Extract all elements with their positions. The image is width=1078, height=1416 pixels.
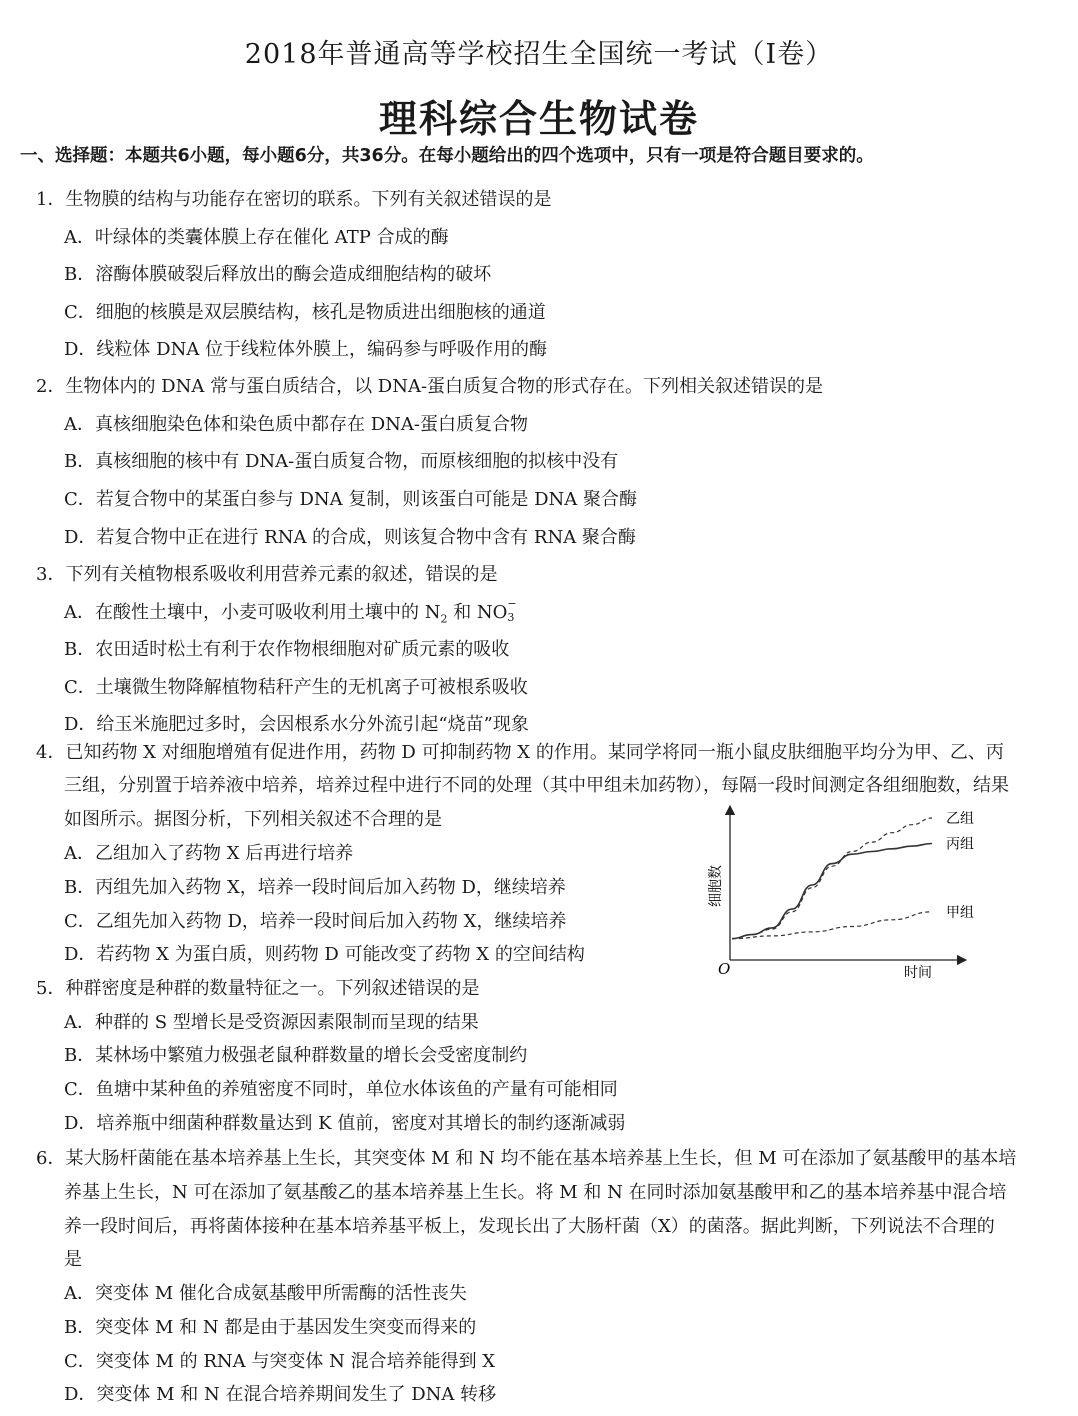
- question-6-stem-line-2: 养基上生长，N 可在添加了氨基酸乙的基本培养基上生长。将 M 和 N 在同时添加氨基酸甲和乙的基本培养基中混合培: [64, 1182, 1007, 1203]
- question-2-option-c: C．若复合物中的某蛋白参与 DNA 复制，则该蛋白可能是 DNA 聚合酶: [64, 489, 638, 510]
- series-label-3: 甲组: [946, 904, 974, 921]
- question-4-stem-line-2: 三组，分别置于培养液中培养，培养过程中进行不同的处理（其中甲组未加药物），每隔一段时间测定各组细胞数，结果: [64, 775, 1009, 796]
- question-4-stem-line-3: 如图所示。据图分析，下列相关叙述不合理的是: [64, 809, 442, 830]
- series-label-2: 丙组: [946, 836, 974, 853]
- origin-label: O: [718, 960, 731, 978]
- question-1-option-a: A．叶绿体的类囊体膜上存在催化 ATP 合成的酶: [64, 227, 449, 248]
- question-3-option-a: A．在酸性土壤中，小麦可吸收利用土壤中的 $N_2$ 和 NO − 3: [64, 597, 517, 626]
- question-6-stem-line-1: 6．某大肠杆菌能在基本培养基上生长，其突变体 M 和 N 均不能在基本培养基上生长，但 M 可在添加了氨基酸甲的基本培: [36, 1148, 1017, 1169]
- question-6-option-a: A．突变体 M 催化合成氨基酸甲所需酶的活性丧失: [64, 1283, 467, 1304]
- x-axis-label: 时间: [904, 965, 932, 981]
- question-2-stem: 2．生物体内的 DNA 常与蛋白质结合，以 DNA-蛋白质复合物的形式存在。下列相关叙述错误的是: [36, 376, 824, 397]
- question-1-option-d: D．线粒体 DNA 位于线粒体外膜上，编码参与呼吸作用的酶: [64, 339, 548, 360]
- question-4-option-a: A．乙组加入了药物 X 后再进行培养: [64, 843, 354, 864]
- question-1-option-c: C．细胞的核膜是双层膜结构，核孔是物质进出细胞核的通道: [64, 302, 546, 323]
- question-2-option-d: D．若复合物中正在进行 RNA 的合成，则该复合物中含有 RNA 聚合酶: [64, 527, 636, 548]
- question-6-stem-line-4: 是: [64, 1249, 82, 1270]
- exam-title: 2018年普通高等学校招生全国统一考试（I卷）: [244, 39, 834, 70]
- subject-title: 理科综合生物试卷: [378, 97, 699, 141]
- series-line-1: [732, 818, 932, 939]
- question-6-stem-line-3: 养一段时间后，再将菌体接种在基本培养基平板上，发现长出了大肠杆菌（X）的菌落。据此判断，下列说法不合理的: [64, 1216, 995, 1237]
- section-heading: 一、选择题：本题共6小题，每小题6分，共36分。在每小题给出的四个选项中，只有一项是符合题目要求的。: [20, 146, 874, 166]
- question-4-stem-line-1: 4．已知药物 X 对细胞增殖有促进作用，药物 D 可抑制药物 X 的作用。某同学将同一瓶小鼠皮肤细胞平均分为甲、乙、丙: [36, 742, 1004, 763]
- question-2-option-b: B．真核细胞的核中有 DNA-蛋白质复合物，而原核细胞的拟核中没有: [64, 451, 619, 472]
- question-5-option-c: C．鱼塘中某种鱼的养殖密度不同时，单位水体该鱼的产量有可能相同: [64, 1079, 618, 1100]
- question-3-stem: 3．下列有关植物根系吸收利用营养元素的叙述，错误的是: [36, 564, 498, 585]
- question-4-option-b: B．丙组先加入药物 X，培养一段时间后加入药物 D，继续培养: [64, 877, 566, 898]
- question-6-option-d: D．突变体 M 和 N 在混合培养期间发生了 DNA 转移: [64, 1384, 497, 1405]
- question-2-option-a: A．真核细胞染色体和染色质中都存在 DNA-蛋白质复合物: [64, 414, 528, 435]
- subscript-2: 2: [440, 612, 448, 626]
- y-axis-label: 细胞数: [708, 865, 724, 907]
- question-5-option-d: D．培养瓶中细菌种群数量达到 K 值前，密度对其增长的制约逐渐减弱: [64, 1113, 626, 1134]
- question-4-option-c: C．乙组先加入药物 D，培养一段时间后加入药物 X，继续培养: [64, 911, 567, 932]
- question-3-option-c: C．土壤微生物降解植物秸秆产生的无机离子可被根系吸收: [64, 677, 528, 698]
- option-a-text: A．在酸性土壤中，小麦可吸收利用土壤中的 N: [64, 602, 441, 623]
- series-label-1: 乙组: [946, 811, 974, 827]
- question-5-option-b: B．某林场中繁殖力极强老鼠种群数量的增长会受密度制约: [64, 1045, 528, 1066]
- series-line-3: [732, 912, 932, 939]
- question-3-option-d: D．给玉米施肥过多时，会因根系水分外流引起“烧苗”现象: [64, 714, 529, 735]
- question-4-option-d: D．若药物 X 为蛋白质，则药物 D 可能改变了药物 X 的空间结构: [64, 944, 585, 965]
- question-1-stem: 1．生物膜的结构与功能存在密切的联系。下列有关叙述错误的是: [36, 189, 552, 210]
- series-line-2: [732, 844, 932, 939]
- question-5-stem: 5．种群密度是种群的数量特征之一。下列叙述错误的是: [36, 978, 480, 999]
- question-1-option-b: B．溶酶体膜破裂后释放出的酶会造成细胞结构的破坏: [64, 264, 492, 285]
- cell-count-chart: [700, 800, 974, 990]
- question-6-option-b: B．突变体 M 和 N 都是由于基因发生突变而得来的: [64, 1317, 477, 1338]
- option-a-mid: 和 NO: [447, 602, 508, 623]
- question-5-option-a: A．种群的 S 型增长是受资源因素限制而呈现的结果: [64, 1012, 479, 1033]
- question-3-option-b: B．农田适时松土有利于农作物根细胞对矿质元素的吸收: [64, 639, 510, 660]
- question-6-option-c: C．突变体 M 的 RNA 与突变体 N 混合培养能得到 X: [64, 1351, 496, 1372]
